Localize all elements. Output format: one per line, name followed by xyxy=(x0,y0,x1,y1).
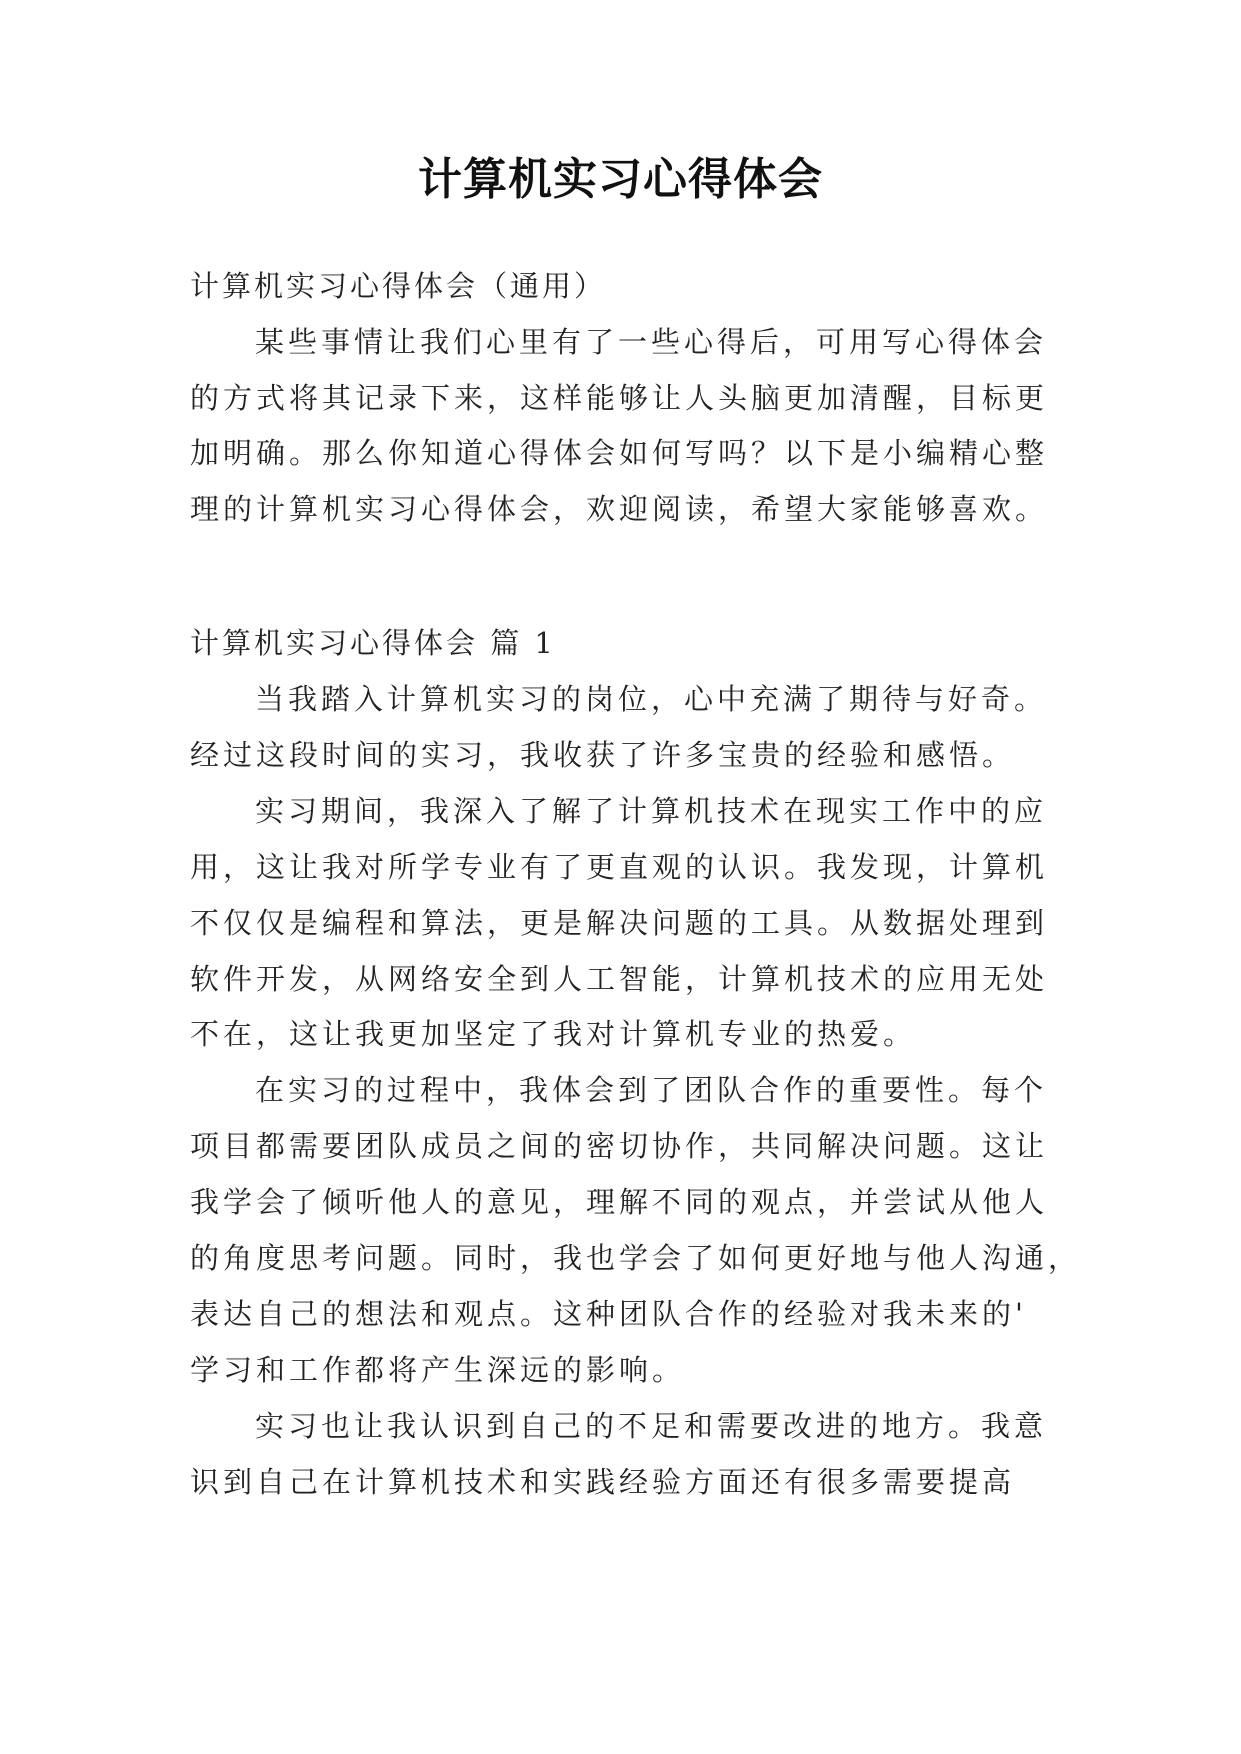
document-title: 计算机实习心得体会 xyxy=(418,154,823,205)
paragraph-line: 经过这段时间的实习，我收获了许多宝贵的经验和感悟。 xyxy=(190,738,1016,772)
paragraph-line: 不在，这让我更加坚定了我对计算机专业的热爱。 xyxy=(190,1017,917,1051)
paragraph-line: 实习也让我认识到自己的不足和需要改进的地方。我意 xyxy=(255,1409,1048,1443)
document-subtitle: 计算机实习心得体会（通用） xyxy=(190,269,607,303)
paragraph-line: 识到自己在计算机技术和实践经验方面还有很多需要提高 xyxy=(190,1465,1016,1499)
paragraph-line: 我学会了倾听他人的意见，理解不同的观点，并尝试从他人 xyxy=(190,1185,1049,1219)
paragraph-line: 在实习的过程中，我体会到了团队合作的重要性。每个 xyxy=(255,1073,1048,1107)
section-heading: 计算机实习心得体会 篇 1 xyxy=(190,626,556,660)
intro-line: 加明确。那么你知道心得体会如何写吗？以下是小编精心整 xyxy=(190,436,1049,470)
paragraph-line: 学习和工作都将产生深远的影响。 xyxy=(190,1353,686,1387)
intro-line: 理的计算机实习心得体会，欢迎阅读，希望大家能够喜欢。 xyxy=(190,492,1049,526)
paragraph-line: 实习期间，我深入了解了计算机技术在现实工作中的应 xyxy=(255,794,1048,828)
paragraph-line: 用，这让我对所学专业有了更直观的认识。我发现，计算机 xyxy=(190,850,1049,884)
paragraph-line: 表达自己的想法和观点。这种团队合作的经验对我未来的' xyxy=(190,1297,1027,1331)
paragraph-line: 的角度思考问题。同时，我也学会了如何更好地与他人沟通， xyxy=(190,1241,1082,1275)
paragraph-line: 软件开发，从网络安全到人工智能，计算机技术的应用无处 xyxy=(190,962,1049,996)
paragraph-line: 不仅仅是编程和算法，更是解决问题的工具。从数据处理到 xyxy=(190,906,1049,940)
paragraph-line: 当我踏入计算机实习的岗位，心中充满了期待与好奇。 xyxy=(255,682,1048,716)
intro-line: 的方式将其记录下来，这样能够让人头脑更加清醒，目标更 xyxy=(190,381,1049,415)
intro-line: 某些事情让我们心里有了一些心得后，可用写心得体会 xyxy=(255,325,1048,359)
paragraph-line: 项目都需要团队成员之间的密切协作，共同解决问题。这让 xyxy=(190,1129,1049,1163)
